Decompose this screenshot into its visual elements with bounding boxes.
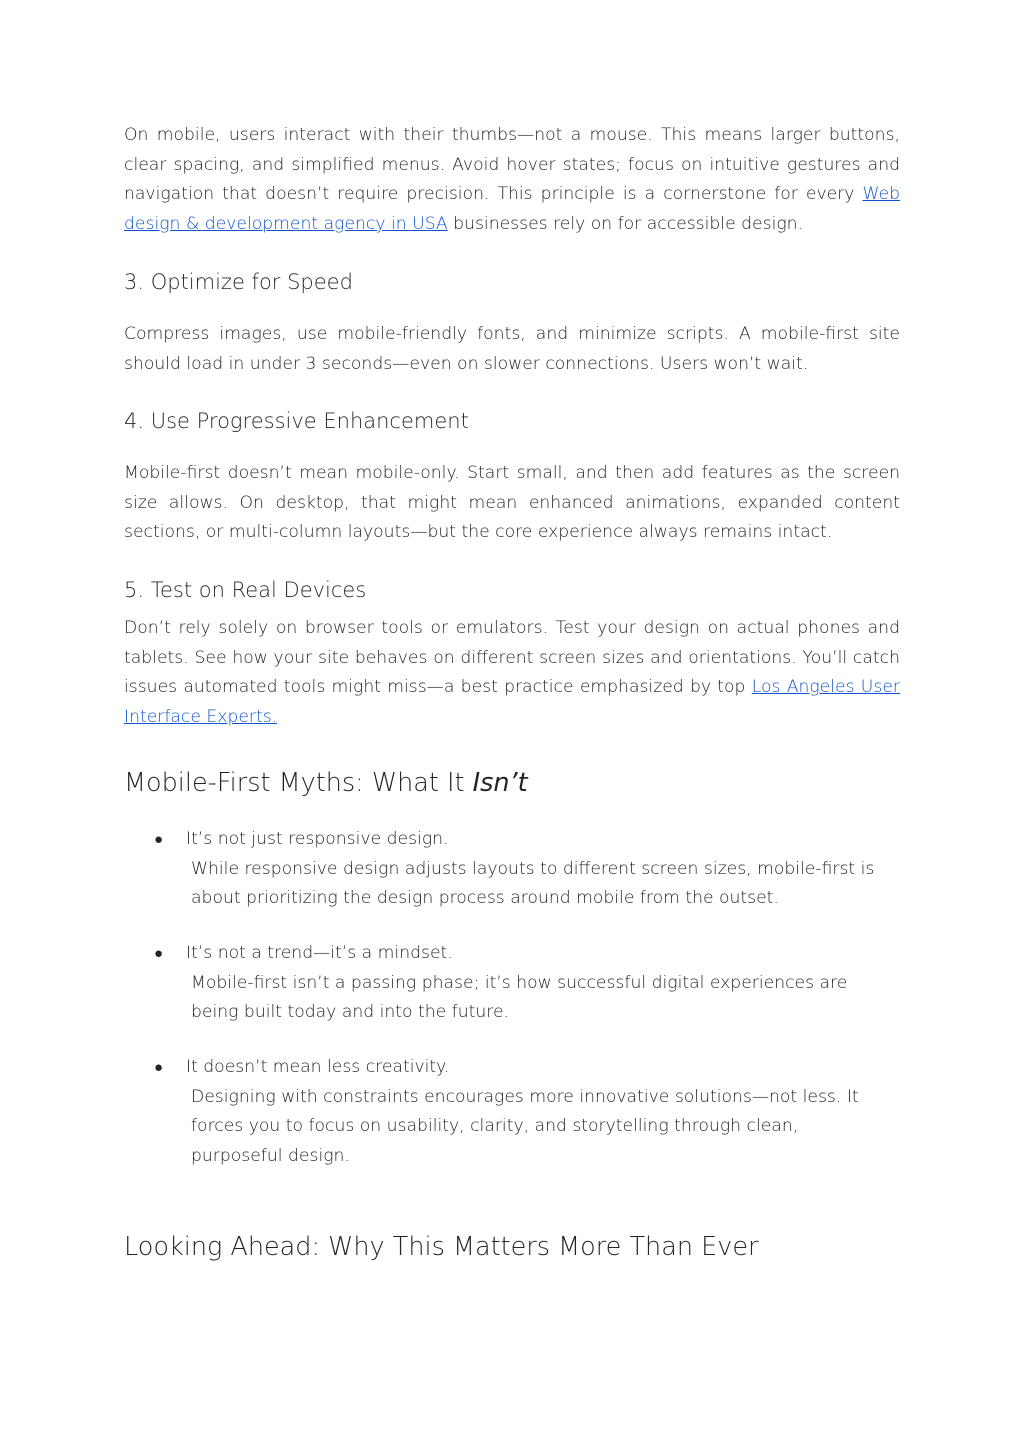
myths-heading bbox=[124, 766, 528, 800]
intro-text-after-link: businesses rely on for accessible design. bbox=[447, 214, 804, 235]
section-body-progressive-enhancement: Mobile-first doesn’t mean mobile-only. Start small, and then add features as the screen size allows. On desktop, that might mean enhanced animations, expanded content sections, or multi-column layouts—but the core experience always remains intact. bbox=[124, 463, 900, 543]
bullet-icon: ● bbox=[154, 944, 164, 962]
los-angeles-ui-experts-link[interactable]: Los Angeles User Interface Experts. bbox=[124, 677, 900, 728]
section-body-optimize-speed: Compress images, use mobile-friendly fonts, and minimize scripts. A mobile-first site should load in under 3 seconds—even on slower connections. Users won’t wait. bbox=[124, 324, 900, 374]
myths-heading-main: Mobile-First Myths: What It bbox=[124, 768, 473, 798]
list-item-body bbox=[186, 939, 891, 1028]
list-item-text: While responsive design adjusts layouts to different screen sizes, mobile-first is about prioritizing the design process around mobile from the outset. bbox=[191, 858, 875, 909]
web-design-agency-link[interactable]: Web design & development agency in USA bbox=[124, 184, 900, 235]
bullet-icon: ● bbox=[154, 830, 164, 848]
intro-text-before-link: On mobile, users interact with their thumbs—not a mouse. This means larger buttons, clear spacing, and simplified menus. Avoid hover states; focus on intuitive gestures and navigation that doesn’t require precision. This principle is a cornerstone for every bbox=[124, 125, 900, 205]
list-item-body bbox=[186, 825, 891, 914]
section-heading-test-devices: 5. Test on Real Devices bbox=[124, 578, 367, 602]
list-item-title: It’s not a trend—it’s a mindset. bbox=[186, 943, 453, 963]
list-item-body bbox=[186, 1053, 891, 1172]
section-heading-optimize-speed: 3. Optimize for Speed bbox=[124, 270, 353, 294]
section-heading-progressive-enhancement: 4. Use Progressive Enhancement bbox=[124, 409, 469, 433]
list-item-title: It’s not just responsive design. bbox=[186, 829, 449, 849]
myths-heading-emphasis: Isn’t bbox=[472, 768, 528, 798]
section-body-test-devices bbox=[124, 614, 900, 733]
closing-heading: Looking Ahead: Why This Matters More Than Ever bbox=[124, 1232, 759, 1262]
list-item-text: Designing with constraints encourages more innovative solutions—not less. It forces you to focus on usability, clarity, and storytelling through clean, purposeful design. bbox=[191, 1086, 859, 1167]
test-devices-text: Don’t rely solely on browser tools or emulators. Test your design on actual phones and tablets. See how your site behaves on different screen sizes and orientations. You’ll catch issues automated tools might miss—a best practice emphasized by top bbox=[124, 618, 900, 698]
intro-paragraph bbox=[124, 121, 900, 240]
list-item-text: Mobile-first isn’t a passing phase; it’s how successful digital experiences are being built today and into the future. bbox=[191, 972, 848, 1023]
bullet-icon: ● bbox=[154, 1058, 164, 1076]
list-item-title: It doesn’t mean less creativity. bbox=[186, 1057, 450, 1077]
